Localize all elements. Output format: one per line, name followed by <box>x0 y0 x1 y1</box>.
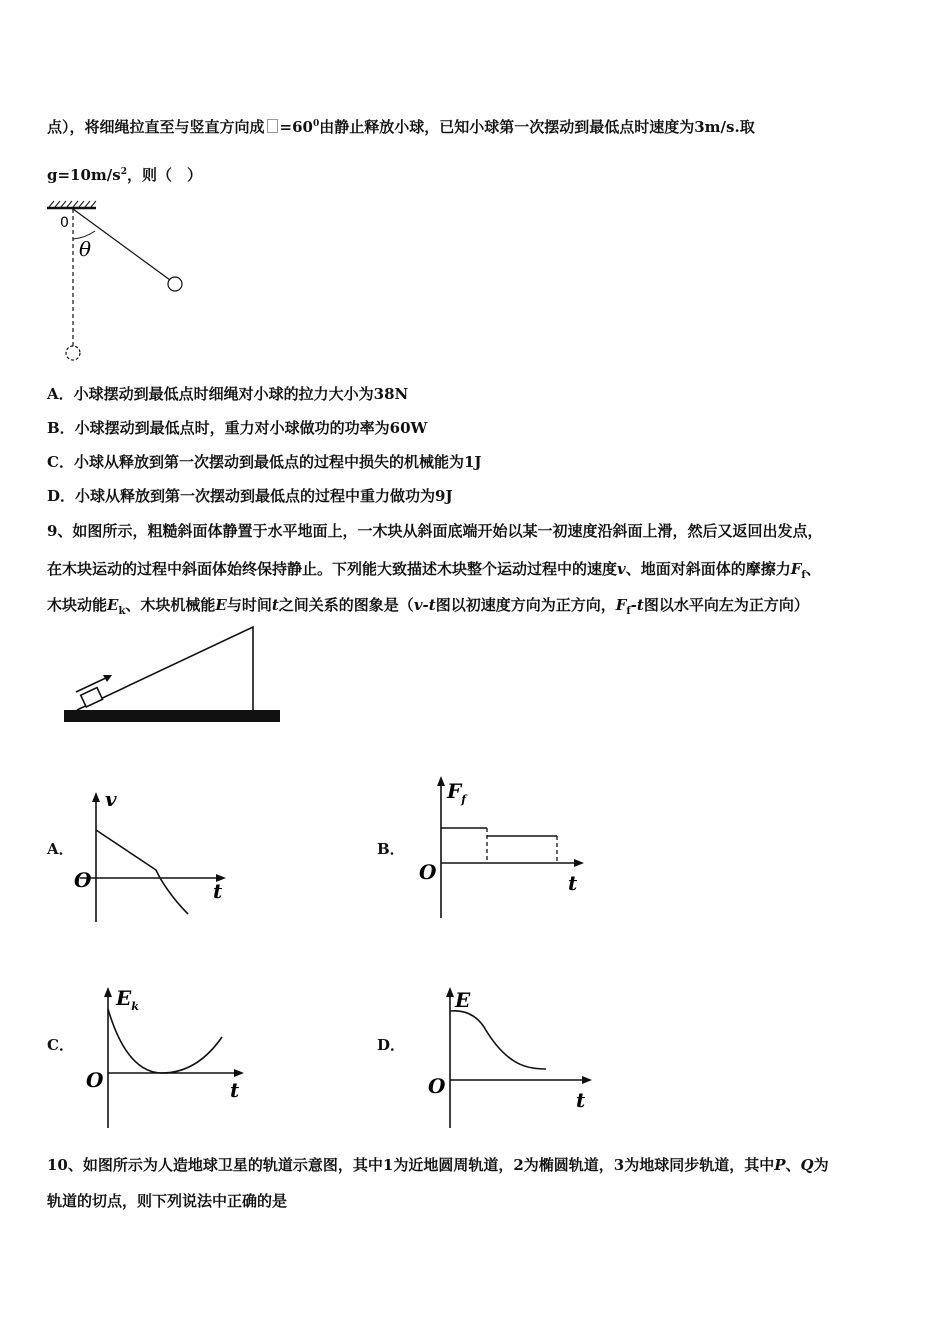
q9-text-line2: 在木块运动的过程中斜面体始终保持静止。下列能大致描述木块整个运动过程中的速度v、地面对斜面体的摩擦力$F_f$、 <box>47 560 821 581</box>
q9-option-a-mark[interactable]: A． <box>47 840 74 858</box>
origin-label: O <box>419 860 437 884</box>
origin-label: O <box>428 1074 446 1098</box>
x-axis-arrow-icon <box>234 1069 244 1077</box>
q8-option-c[interactable]: C．小球从释放到第一次摆动到最低点的过程中损失的机械能为1J <box>47 453 482 471</box>
ceiling-hatch-icon <box>49 201 96 207</box>
y-axis-label: $F_f$ <box>447 779 466 806</box>
q9-option-c-mark[interactable]: C． <box>47 1036 74 1054</box>
kinetic-energy-curve <box>108 1009 222 1073</box>
q9-text-line1: 9、如图所示，粗糙斜面体静置于水平地面上，一木块从斜面底端开始以某一初速度沿斜面上滑，然后又返回出发点， <box>47 522 823 540</box>
ground-bar <box>64 710 280 722</box>
q9-option-b-mark[interactable]: B． <box>377 840 405 858</box>
incline-figure <box>62 622 284 730</box>
incline-body <box>77 627 253 710</box>
x-axis-arrow-icon <box>574 859 584 867</box>
q8-text-line2: $g=10m/s^2$，则（ ） <box>47 166 203 184</box>
q10-text-line1: 10、如图所示为人造地球卫星的轨道示意图，其中1为近地圆周轨道，2为椭圆轨道，3为地球同步轨道，其中P、Q为 <box>47 1156 829 1174</box>
y-axis-arrow-icon <box>446 987 454 997</box>
x-axis-label: t <box>576 1088 586 1112</box>
q9-option-d-mark[interactable]: D． <box>377 1036 406 1054</box>
q8-text-line1: 点），将细绳拉直至与竖直方向成 $=60^0$由静止释放小球，已知小球第一次摆动到最低点时速度为3m/s.取 <box>47 118 755 136</box>
y-axis-label: v <box>105 787 117 811</box>
x-axis-label: t <box>213 879 223 903</box>
block-icon <box>81 688 103 707</box>
x-axis-label: t <box>568 871 578 895</box>
graph-c-ekt <box>82 983 252 1133</box>
q8-option-d[interactable]: D．小球从释放到第一次摆动到最低点的过程中重力做功为9J <box>47 487 453 505</box>
x-axis-arrow-icon <box>582 1076 592 1084</box>
missing-glyph-icon <box>267 119 278 133</box>
mechanical-energy-curve <box>450 1011 546 1069</box>
q9-text-line3: 木块动能$E_k$、木块机械能E与时间t之间关系的图象是（v-t图以初速度方向为正方向，$F_f-t$图以水平向左为正方向） <box>47 596 809 617</box>
q10-text-line2: 轨道的切点，则下列说法中正确的是 <box>47 1192 288 1210</box>
label-O: 0 <box>60 215 69 231</box>
y-axis-label: $E_k$ <box>116 986 139 1013</box>
q8-option-b[interactable]: B．小球摆动到最低点时，重力对小球做功的功率为60W <box>47 419 428 437</box>
y-axis-arrow-icon <box>104 987 112 997</box>
label-theta: θ <box>79 237 92 261</box>
y-axis-label: E <box>455 988 471 1012</box>
graph-b-ft <box>413 772 588 922</box>
graph-a-vt <box>70 787 235 925</box>
ball-lowest-dashed-icon <box>66 346 80 360</box>
y-axis-arrow-icon <box>437 776 445 786</box>
velocity-curve <box>96 830 188 914</box>
ball-icon <box>168 277 182 291</box>
graph-d-et <box>422 983 602 1133</box>
x-axis-label: t <box>230 1078 240 1102</box>
pendulum-figure <box>40 198 200 366</box>
y-axis-arrow-icon <box>92 792 100 802</box>
origin-label: O <box>74 868 92 892</box>
origin-label: O <box>86 1068 104 1092</box>
q8-option-a[interactable]: A．小球摆动到最低点时细绳对小球的拉力大小为38N <box>47 385 409 403</box>
